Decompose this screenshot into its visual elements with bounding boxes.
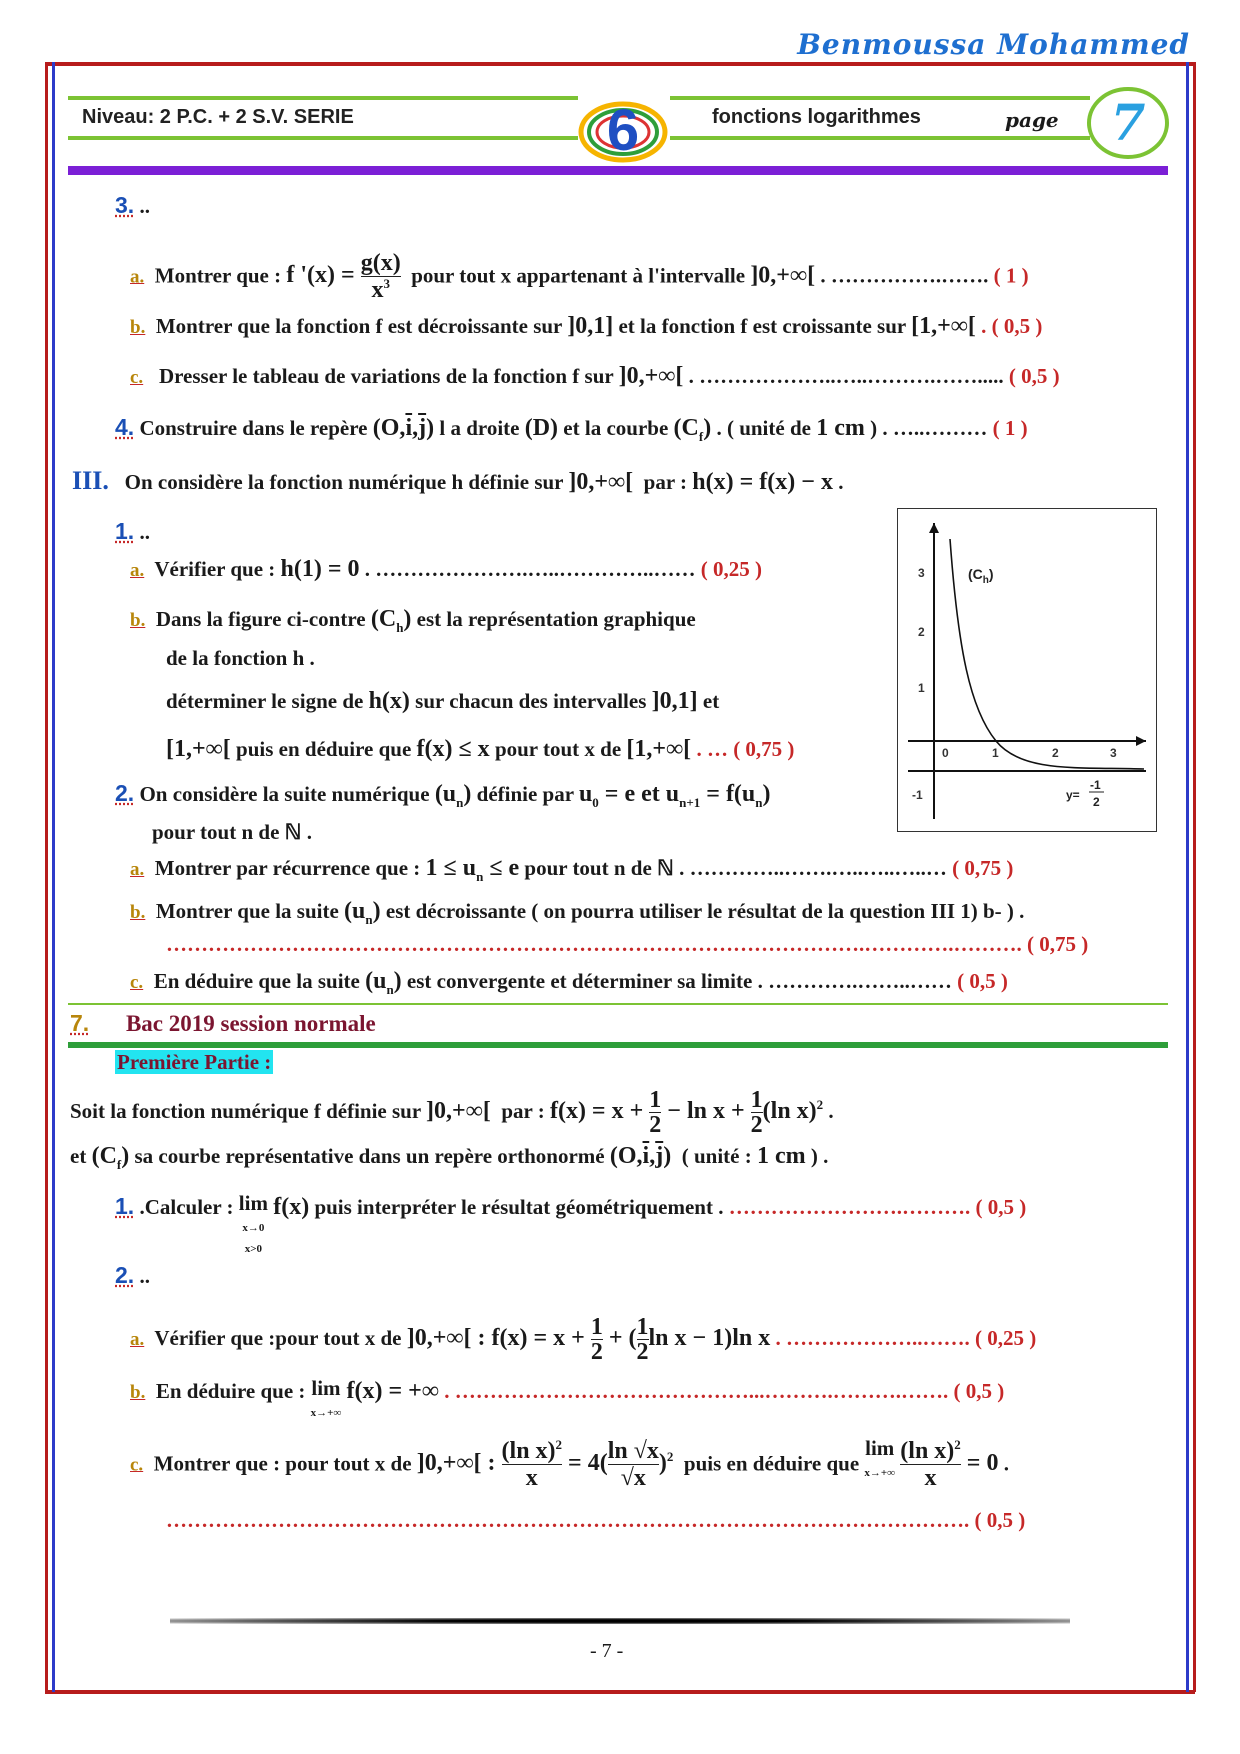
q3a-text: Montrer que : — [154, 263, 282, 288]
p3q2c-text: En déduire que la suite — [153, 969, 360, 993]
top-frame-line — [45, 62, 1195, 66]
ex7-unit: 1 cm — [756, 1143, 806, 1169]
ex7q2b-dots: . ……………………………………...……….……….……. — [444, 1379, 949, 1403]
svg-text:y=: y= — [1066, 788, 1080, 802]
q4-text3: et la courbe — [563, 416, 669, 440]
p3q2b-score: ( 0,75 ) — [1027, 932, 1089, 956]
p3q1a-label: a. — [130, 560, 145, 581]
bottom-frame-line — [45, 1690, 1195, 1694]
ex7-title: Bac 2019 session normale — [125, 1011, 376, 1036]
ex7q2a-text: Vérifier que :pour tout x de — [154, 1326, 402, 1351]
ex7-def-line: Soit la fonction numérique f définie sur ]0,+∞[ par : f(x) = x + $\frac{1}{2} - \ln x$ + $\frac{1}{2}(\ln$ x)$^2$ . — [70, 1087, 834, 1138]
p3q2-number: 2. — [115, 780, 135, 806]
p3q2b-label: b. — [130, 902, 146, 923]
q3b-line: b. Montrer que la fonction f est décroissante sur ]0,1] et la fonction f est croissante sur [1,+∞[ . ( 0,5 ) — [130, 313, 1043, 339]
p3q1b-line3a: déterminer le signe de — [166, 689, 364, 713]
ex7q2a-dots: . ………………..……. — [775, 1326, 970, 1351]
p3q2c-text2: est convergente et déterminer sa limite — [406, 969, 753, 993]
ex7-curve-et: et — [70, 1144, 87, 1168]
part3-par: par : — [643, 470, 688, 494]
ex7q2a-score: ( 0,25 ) — [974, 1326, 1037, 1351]
ex7q2-dots: .. — [139, 1264, 150, 1288]
frame-right-red — [1193, 62, 1196, 1692]
q3c-text: Dresser le tableau de variations de la fonction f sur — [158, 364, 614, 388]
footer-page-number: - 7 - — [590, 1640, 624, 1662]
x-tick-0: 0 — [942, 746, 949, 760]
footer-separator — [170, 1618, 1070, 1624]
serie-number-badge — [578, 92, 668, 172]
ex7q1-score: ( 0,5 ) — [975, 1195, 1027, 1219]
x-tick-2: 2 — [1052, 746, 1059, 760]
q4-number: 4. — [115, 414, 135, 440]
q3b-score: . ( 0,5 ) — [981, 314, 1043, 338]
header-green-line-bottom-right — [670, 136, 1090, 140]
q3c-label: c. — [130, 367, 144, 388]
p3q1-dots: .. — [139, 520, 150, 544]
p3q1a-line: a. Vérifier que : h(1) = 0 . ………………….…..…………..…… ( 0,25 ) — [130, 556, 763, 582]
p3q1a-score: ( 0,25 ) — [700, 557, 763, 581]
p3q2a-score: ( 0,75 ) — [952, 856, 1014, 880]
q4-unit: 1 cm — [816, 415, 865, 441]
ex7-title-line — [70, 1010, 376, 1037]
svg-text:2: 2 — [1093, 795, 1100, 809]
ex7q2a-line: a. Vérifier que :pour tout x de ]0,+∞[ : f(x) = x + $\frac{1}{2}$ + ( $\frac{1}{2}\ln$ x − 1)ln x . ………………..……. ( 0,25 ) — [130, 1314, 1037, 1365]
p3q2b-dots-line — [166, 932, 1088, 957]
y-tick-1: 1 — [918, 681, 925, 695]
q3c-score: ( 0,5 ) — [1008, 364, 1060, 388]
frame-left-blue — [52, 62, 55, 1692]
author-signature: Benmoussa Mohammed — [797, 28, 1190, 61]
p3q1b-line4b: pour tout x de — [494, 737, 622, 761]
p3q2c-line: c. En déduire que la suite $(u_n)$ est convergente et déterminer sa limite . ………….……..…… ( 0,5 ) — [130, 968, 1008, 997]
frame-right-blue — [1186, 62, 1189, 1692]
q4-line: 4. Construire dans le repère $(O,\overline{i},\overline{j})$ l a droite (D) et la courbe $(C_f)$ . ( unité de 1 cm ) . …..……… ( 1 ) — [115, 414, 1028, 444]
ex7-curve-text: sa courbe représentative dans un repère orthonormé — [134, 1144, 605, 1168]
q3c-line: c. Dresser le tableau de variations de la fonction f sur ]0,+∞[ . ………………..…..……….……..... ( 0,5 ) — [130, 363, 1060, 389]
ex7q2b-label: b. — [130, 1382, 146, 1403]
p3q2a-dots: . …………..…….…..…..…..… — [679, 856, 947, 880]
ex7q2c-text2: puis en déduire que — [683, 1451, 860, 1476]
p3q2c-score: ( 0,5 ) — [957, 969, 1008, 993]
q4-text2: l a droite — [439, 416, 520, 440]
q4-text5: ) . …..……… — [870, 416, 988, 440]
q3a-formula: f '(x) = $\frac{g(x)}{x^3}$ — [286, 250, 401, 304]
serie-number: 6 — [606, 98, 640, 163]
p3q2b-dots: ……………………………………………………………………………………….………….………. — [166, 932, 1022, 956]
q3a-score: ( 1 ) — [993, 263, 1029, 288]
header-purple-bar — [68, 166, 1168, 175]
header-topic: fonctions logarithmes — [712, 106, 921, 128]
p3q1a-text: Vérifier que : — [154, 557, 276, 581]
ex7q2c-dots: ……………………………………………………………………………………………………. — [166, 1508, 970, 1532]
q3b-label: b. — [130, 317, 146, 338]
ex7-part-label: Première Partie : — [117, 1050, 272, 1074]
ex7q2c-label: c. — [130, 1454, 144, 1476]
ex7q1-text: .Calculer : — [139, 1195, 234, 1219]
p3q1-heading — [115, 518, 150, 545]
ex7q2c-line: c. Montrer que : pour tout x de ]0,+∞[ : $\frac{(\ln x)^2}{x} = 4$( $\frac{\ln √x}{√x})^2$ puis en déduire que lim x→+∞ $\frac{(\ln x)^2}{x} = 0$ . — [130, 1436, 1009, 1492]
p3q2a-label: a. — [130, 859, 145, 880]
ex7q1-line: 1. .Calculer : lim x→0 x>0 f(x) puis interpréter le résultat géométriquement . …………………….………. ( 0,5 ) — [115, 1191, 1027, 1255]
frame-left-red — [45, 62, 48, 1692]
p3q1b-text: Dans la figure ci-contre — [155, 607, 366, 631]
ex7q2c-score: ( 0,5 ) — [974, 1508, 1026, 1532]
y-tick-2: 2 — [918, 625, 925, 639]
p3q1b-line4: [1,+∞[ puis en déduire que f(x) ≤ x pour tout x de [1,+∞[ . … ( 0,75 ) — [166, 736, 795, 762]
page-number: 7 — [1110, 93, 1146, 152]
curve-label: $(C_h)$ — [968, 566, 994, 586]
y-tick-neg1: -1 — [912, 788, 923, 802]
q3a-label: a. — [130, 266, 145, 288]
ex7q1-number: 1. — [115, 1193, 135, 1219]
x-tick-1: 1 — [992, 746, 999, 760]
p3q1b-line3c: et — [702, 689, 720, 713]
header-green-line-top-left — [68, 96, 578, 100]
ex7q2c-text: Montrer que : pour tout x de — [153, 1451, 412, 1476]
p3q2-line: 2. On considère la suite numérique $(u_n)$ définie par $u_0 = e$ et $u_{n+1} = f(u_n)$ — [115, 780, 771, 810]
q3a-line: a. Montrer que : f '(x) = $\frac{g(x)}{x^3}$ pour tout x appartenant à l'intervalle ]0,+∞[ . …………….……. ( 1 ) — [130, 250, 1029, 304]
p3q2c-dots: . ………….……..…… — [757, 969, 952, 993]
q3-heading — [115, 192, 150, 219]
header-page-label: page — [1005, 108, 1059, 132]
p3q1b-line4a: puis en déduire que — [236, 737, 412, 761]
ex7q1-dots: …………………….………. — [728, 1195, 971, 1219]
q3c-dots: . ………………..…..……….……..... — [688, 364, 1004, 388]
ex7q2b-line: b. En déduire que : lim x→+∞ f(x) = +∞ . ……………………………………...……….……….……. ( 0,5 ) — [130, 1376, 1005, 1419]
p3q1b-line1: b. Dans la figure ci-contre $(C_h)$ est la représentation graphique — [130, 606, 696, 635]
p3q1b-line3: déterminer le signe de h(x) sur chacun des intervalles ]0,1] et — [166, 688, 720, 714]
ex7-green-separator — [68, 1042, 1168, 1048]
p3q1b-line4c: . … — [696, 737, 728, 761]
ex7-curve-unit-open: ( unité : — [681, 1144, 752, 1168]
page-number-badge — [1086, 86, 1170, 160]
p3q2a-text2: pour tout n de — [524, 856, 652, 880]
p3q1b-line2: de la fonction h . — [166, 646, 315, 670]
p3q1b-text2: est la représentation graphique — [416, 607, 696, 631]
q4-text4: . ( unité de — [716, 416, 811, 440]
p3q2a-line: a. Montrer par récurrence que : $1 \le u_n \le e$ pour tout n de ℕ . …………..…….…..…..…..… ( 0,75 ) — [130, 855, 1014, 884]
q3-number: 3. — [115, 192, 135, 218]
p3q2a-text: Montrer par récurrence que : — [154, 856, 421, 880]
y-tick-3: 3 — [918, 566, 925, 580]
p3q2-line2: pour tout n de ℕ . — [152, 820, 312, 844]
header-green-line-bottom-left — [68, 136, 578, 140]
ex7q1-text2: puis interpréter le résultat géométriquement . — [314, 1195, 724, 1219]
ex7q2a-label: a. — [130, 1329, 145, 1351]
p3q2-text: On considère la suite numérique — [139, 782, 430, 806]
part3-text: On considère la fonction numérique h définie sur — [124, 470, 564, 494]
ex7q2c-dots-line — [166, 1508, 1025, 1533]
q4-text: Construire dans le repère — [139, 416, 368, 440]
p3q2-text2: définie par — [476, 782, 574, 806]
header-level: Niveau: 2 P.C. + 2 S.V. SERIE — [82, 106, 354, 128]
q3-dots: .. — [139, 194, 150, 218]
graph-ch-figure — [897, 508, 1157, 832]
ex7-def-text: Soit la fonction numérique f définie sur — [70, 1099, 421, 1124]
asymptote-label — [1066, 778, 1104, 809]
ex7-curve-unit-close: ) . — [810, 1144, 829, 1168]
p3q2b-line: b. Montrer que la suite $(u_n)$ est décroissante ( on pourra utiliser le résultat de la question III 1) b- ) . — [130, 898, 1025, 927]
ex7q2-heading — [115, 1262, 150, 1289]
q3a-text2: pour tout x appartenant à l'intervalle — [411, 263, 746, 288]
svg-text:-1: -1 — [1090, 778, 1101, 792]
x-tick-3: 3 — [1110, 746, 1117, 760]
ex7-top-separator — [68, 1003, 1168, 1005]
q3b-text: Montrer que la fonction f est décroissante sur — [155, 314, 562, 338]
q4-score: ( 1 ) — [992, 416, 1028, 440]
p3q1a-dots: . ………………….…..…………..…… — [364, 557, 696, 581]
part3-line: III. On considère la fonction numérique h définie sur ]0,+∞[ par : h(x) = f(x) − x . — [72, 466, 844, 495]
p3q2-line2-text: pour tout n de — [152, 820, 280, 844]
p3q2b-text2: est décroissante ( on pourra utiliser le résultat de la question III 1) b- ) . — [385, 899, 1025, 923]
part3-number: III. — [72, 466, 109, 495]
ex7-part-line — [115, 1050, 273, 1075]
p3q2c-label: c. — [130, 972, 144, 993]
part3-end: . — [838, 470, 844, 494]
q3a-dots: . …………….……. — [820, 263, 989, 288]
ex7-number: 7. — [70, 1010, 90, 1036]
p3q1b-label: b. — [130, 610, 146, 631]
ex7q2b-text: En déduire que : — [155, 1379, 306, 1403]
ex7q2b-score: ( 0,5 ) — [953, 1379, 1005, 1403]
p3q1-number: 1. — [115, 518, 135, 544]
ex7-def-par: par : — [501, 1099, 545, 1124]
header-green-line-top-right — [670, 96, 1090, 100]
ex7-curve-line: et $(C_f)$ sa courbe représentative dans un repère orthonormé $(O,\overline{i},\overline{j})$ ( unité : 1 cm ) . — [70, 1143, 829, 1172]
p3q1b-score: ( 0,75 ) — [733, 737, 795, 761]
p3q1b-line3b: sur chacun des intervalles — [415, 689, 647, 713]
ex7q2-number: 2. — [115, 1262, 135, 1288]
p3q2b-text: Montrer que la suite — [155, 899, 339, 923]
q3b-text2: et la fonction f est croissante sur — [618, 314, 906, 338]
